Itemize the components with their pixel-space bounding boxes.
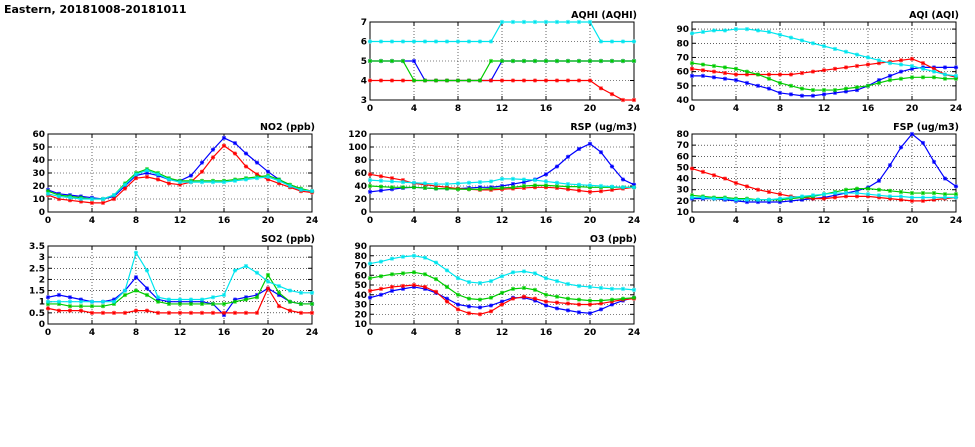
chart-title-no2: NO2 (ppb) bbox=[259, 122, 315, 133]
svg-text:7: 7 bbox=[360, 18, 367, 28]
svg-text:60: 60 bbox=[354, 169, 367, 179]
svg-text:50: 50 bbox=[32, 143, 45, 153]
svg-text:10: 10 bbox=[32, 195, 45, 205]
svg-text:20: 20 bbox=[583, 216, 597, 226]
svg-text:10: 10 bbox=[354, 320, 367, 330]
svg-text:60: 60 bbox=[32, 130, 45, 140]
svg-text:90: 90 bbox=[676, 25, 689, 36]
svg-text:20: 20 bbox=[583, 104, 597, 114]
svg-text:50: 50 bbox=[354, 281, 367, 291]
svg-text:16: 16 bbox=[539, 216, 553, 226]
svg-text:8: 8 bbox=[454, 104, 462, 114]
chart-no2 bbox=[18, 120, 318, 228]
svg-text:20: 20 bbox=[583, 328, 597, 338]
svg-text:80: 80 bbox=[354, 156, 367, 166]
page-title: Eastern, 20181008-20181011 bbox=[4, 3, 187, 16]
svg-text:30: 30 bbox=[354, 300, 367, 311]
svg-text:16: 16 bbox=[217, 216, 231, 226]
svg-text:24: 24 bbox=[627, 216, 640, 226]
svg-text:8: 8 bbox=[776, 216, 784, 226]
svg-text:20: 20 bbox=[905, 104, 919, 114]
svg-text:4: 4 bbox=[410, 328, 418, 338]
svg-text:6: 6 bbox=[360, 37, 367, 48]
svg-text:16: 16 bbox=[217, 328, 231, 338]
svg-text:8: 8 bbox=[776, 104, 784, 114]
svg-text:12: 12 bbox=[173, 328, 187, 338]
chart-panel-no2 bbox=[18, 120, 318, 228]
svg-text:20: 20 bbox=[261, 328, 275, 338]
svg-text:16: 16 bbox=[861, 104, 875, 114]
chart-panel-rsp bbox=[340, 120, 640, 228]
svg-text:40: 40 bbox=[676, 96, 689, 106]
svg-text:60: 60 bbox=[676, 152, 689, 163]
svg-text:40: 40 bbox=[354, 182, 367, 192]
svg-text:24: 24 bbox=[305, 216, 318, 226]
svg-text:0: 0 bbox=[688, 104, 696, 114]
svg-text:40: 40 bbox=[676, 174, 689, 185]
chart-title-aqi: AQI (AQI) bbox=[909, 10, 959, 21]
svg-text:80: 80 bbox=[354, 251, 367, 262]
svg-text:24: 24 bbox=[627, 328, 640, 338]
chart-so2 bbox=[18, 232, 318, 340]
svg-text:4: 4 bbox=[410, 216, 418, 226]
svg-text:10: 10 bbox=[676, 208, 689, 218]
svg-text:20: 20 bbox=[676, 196, 689, 207]
chart-panel-aqhi bbox=[340, 8, 640, 116]
svg-text:0: 0 bbox=[360, 208, 367, 218]
svg-text:12: 12 bbox=[495, 104, 509, 114]
svg-text:0: 0 bbox=[44, 216, 52, 226]
svg-text:12: 12 bbox=[495, 328, 509, 338]
svg-text:2.5: 2.5 bbox=[29, 264, 45, 275]
svg-text:3.5: 3.5 bbox=[29, 242, 45, 252]
chart-title-fsp: FSP (ug/m3) bbox=[893, 122, 959, 133]
svg-text:70: 70 bbox=[354, 261, 367, 272]
svg-text:8: 8 bbox=[454, 328, 462, 338]
svg-text:0: 0 bbox=[366, 328, 374, 338]
svg-text:8: 8 bbox=[454, 216, 462, 226]
svg-text:60: 60 bbox=[676, 67, 689, 78]
svg-text:24: 24 bbox=[949, 104, 962, 114]
chart-rsp bbox=[340, 120, 640, 228]
chart-title-aqhi: AQHI (AQHI) bbox=[571, 10, 637, 21]
svg-text:12: 12 bbox=[817, 216, 831, 226]
svg-text:0: 0 bbox=[366, 216, 374, 226]
svg-text:8: 8 bbox=[132, 216, 140, 226]
chart-panel-fsp bbox=[662, 120, 962, 228]
svg-text:1: 1 bbox=[38, 297, 45, 308]
svg-text:100: 100 bbox=[348, 143, 367, 153]
svg-text:16: 16 bbox=[539, 328, 553, 338]
svg-text:0: 0 bbox=[38, 208, 45, 218]
svg-text:8: 8 bbox=[132, 328, 140, 338]
svg-text:40: 40 bbox=[354, 290, 367, 301]
svg-text:0: 0 bbox=[366, 104, 374, 114]
svg-text:12: 12 bbox=[173, 216, 187, 226]
svg-text:120: 120 bbox=[348, 130, 367, 140]
svg-text:0.5: 0.5 bbox=[29, 308, 45, 319]
chart-aqi bbox=[662, 8, 962, 116]
svg-text:24: 24 bbox=[305, 328, 318, 338]
chart-title-rsp: RSP (ug/m3) bbox=[570, 122, 637, 133]
chart-title-so2: SO2 (ppb) bbox=[261, 234, 315, 245]
svg-text:80: 80 bbox=[676, 130, 689, 140]
svg-text:0: 0 bbox=[688, 216, 696, 226]
svg-text:20: 20 bbox=[32, 182, 45, 192]
svg-text:60: 60 bbox=[354, 271, 367, 282]
svg-text:24: 24 bbox=[949, 216, 962, 226]
svg-text:4: 4 bbox=[360, 76, 367, 87]
chart-title-o3: O3 (ppb) bbox=[589, 234, 637, 245]
chart-aqhi bbox=[340, 8, 640, 116]
svg-text:24: 24 bbox=[627, 104, 640, 114]
chart-panel-o3 bbox=[340, 232, 640, 340]
svg-text:4: 4 bbox=[410, 104, 418, 114]
svg-text:20: 20 bbox=[354, 195, 367, 205]
chart-panel-so2 bbox=[18, 232, 318, 340]
chart-panel-aqi bbox=[662, 8, 962, 116]
svg-text:70: 70 bbox=[676, 53, 689, 64]
svg-text:4: 4 bbox=[732, 104, 740, 114]
chart-fsp bbox=[662, 120, 962, 228]
svg-text:50: 50 bbox=[676, 81, 689, 92]
svg-text:20: 20 bbox=[354, 310, 367, 321]
svg-text:12: 12 bbox=[495, 216, 509, 226]
svg-text:3: 3 bbox=[38, 253, 45, 264]
svg-text:40: 40 bbox=[32, 156, 45, 166]
svg-text:80: 80 bbox=[676, 39, 689, 50]
svg-text:4: 4 bbox=[88, 216, 96, 226]
svg-text:5: 5 bbox=[360, 57, 367, 67]
svg-text:2: 2 bbox=[38, 275, 45, 286]
svg-text:30: 30 bbox=[676, 185, 689, 196]
svg-text:20: 20 bbox=[261, 216, 275, 226]
svg-text:4: 4 bbox=[88, 328, 96, 338]
svg-text:0: 0 bbox=[38, 320, 45, 330]
svg-text:16: 16 bbox=[861, 216, 875, 226]
svg-text:3: 3 bbox=[360, 96, 367, 106]
svg-text:16: 16 bbox=[539, 104, 553, 114]
svg-text:12: 12 bbox=[817, 104, 831, 114]
svg-text:50: 50 bbox=[676, 163, 689, 174]
svg-text:4: 4 bbox=[732, 216, 740, 226]
svg-text:0: 0 bbox=[44, 328, 52, 338]
svg-text:1.5: 1.5 bbox=[29, 286, 45, 297]
chart-o3 bbox=[340, 232, 640, 340]
svg-text:30: 30 bbox=[32, 169, 45, 179]
svg-text:70: 70 bbox=[676, 141, 689, 152]
svg-text:90: 90 bbox=[354, 242, 367, 252]
svg-text:20: 20 bbox=[905, 216, 919, 226]
